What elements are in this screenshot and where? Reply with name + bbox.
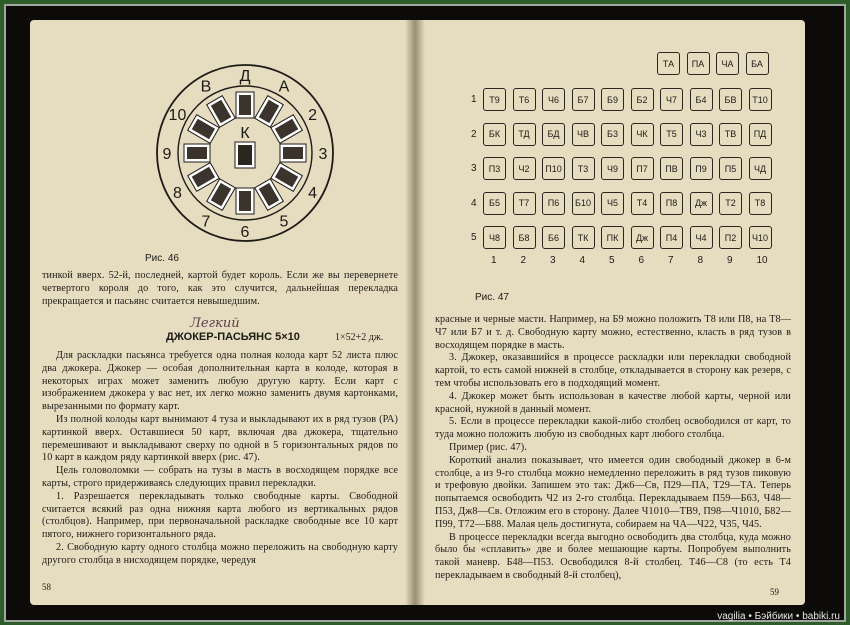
card-cell: ЧД bbox=[749, 157, 772, 180]
dial-label: 4 bbox=[308, 185, 318, 202]
dial-card bbox=[236, 188, 254, 214]
right-paragraph: красные и черные масти. Например, на Б9 можно положить Т8 или П8, на Т8—Ч7 или Б7 и т. д. Свободную карту можно, естественно, класть в ряд тузов в восходящем порядке в масть. bbox=[435, 314, 791, 351]
figure-47-caption: Рис. 47 bbox=[475, 292, 509, 303]
card-cell: Ч8 bbox=[483, 226, 506, 249]
row-label: 2 bbox=[471, 128, 477, 140]
section-deck: 1×52+2 дж. bbox=[335, 332, 384, 343]
dial-label: 8 bbox=[172, 185, 182, 202]
dial-label: В bbox=[200, 78, 212, 96]
dial-label: 6 bbox=[240, 224, 250, 241]
card-cell: Б4 bbox=[690, 88, 713, 111]
card-cell: Т6 bbox=[513, 88, 536, 111]
card-cell: Ч7 bbox=[660, 88, 683, 111]
right-paragraph: 5. Если в процессе перекладки какой-либо столбец освободился от карт, то туда можно положить любую из свободных карт любого столбца. bbox=[435, 416, 791, 441]
card-cell: Т9 bbox=[483, 88, 506, 111]
watermark: vagilia • Бэйбики • babiki.ru bbox=[717, 611, 840, 622]
figure-46-caption: Рис. 46 bbox=[145, 253, 179, 264]
card-cell: Б10 bbox=[572, 192, 595, 215]
right-paragraph: 3. Джокер, оказавшийся в процессе раскладки или перекладки свободной картой, то есть самой нижней в столбце, откладывается в сторону как резерв, с тем чтобы использовать его в подходящий момент. bbox=[435, 352, 791, 389]
card-cell: П7 bbox=[631, 157, 654, 180]
ace-cell: БА bbox=[746, 52, 769, 75]
card-cell: БД bbox=[542, 123, 565, 146]
card-cell: Ч6 bbox=[542, 88, 565, 111]
left-paragraph: 1. Разрешается перекладывать только свободные карты. Свободной считается всякий раз одна нижняя карта любого из вертикальных рядов (столбцов). Например, при первоначальной раскладке свободные все 10 карт пятого, нижнего горизонтального ряда. bbox=[42, 490, 398, 541]
card-cell: Ч4 bbox=[690, 226, 713, 249]
card-cell: П5 bbox=[719, 157, 742, 180]
column-label: 10 bbox=[756, 254, 768, 266]
card-cell: ТВ bbox=[719, 123, 742, 146]
column-label: 8 bbox=[697, 254, 704, 266]
card-cell: П4 bbox=[660, 226, 683, 249]
card-cell: ЧВ bbox=[572, 123, 595, 146]
right-paragraph: Пример (рис. 47). bbox=[449, 441, 527, 453]
right-paragraph: Короткий анализ показывает, что имеется один свободный джокер в 6-м столбце, а из 9-го столбца можно немедленно переложить в ряд тузов пиковую и трефовую двойки. Запишем это так: Дж6—Св, П29—ПА, Т29—ТА. Теперь попытаемся освободить Ч2 из 2-го столбца. Перекладываем П59—Б63, Ч48—П53, Дж8—Св. Отложим его в сторону. Далее Ч1010—ТВ9, П98—Ч1010, Б82—П99, Т72—Б88. Малая цель достигнута, собираем на ЧА—Ч22, Ч35, Ч45. bbox=[435, 454, 791, 530]
card-cell: Т8 bbox=[749, 192, 772, 215]
card-cell: БВ bbox=[719, 88, 742, 111]
column-label: 4 bbox=[579, 254, 586, 266]
card-cell: П9 bbox=[690, 157, 713, 180]
page-number-left: 58 bbox=[42, 582, 51, 592]
right-body bbox=[435, 314, 791, 583]
figure-46-dial bbox=[145, 58, 345, 248]
card-cell: ПД bbox=[749, 123, 772, 146]
card-cell: Ч2 bbox=[513, 157, 536, 180]
center-label: К bbox=[240, 125, 250, 142]
dial-label: 2 bbox=[308, 107, 318, 124]
column-label: 1 bbox=[491, 254, 497, 266]
dial-label: 7 bbox=[201, 213, 211, 231]
card-cell: ТД bbox=[513, 123, 536, 146]
page-number-right: 59 bbox=[770, 587, 779, 597]
column-label: 7 bbox=[668, 254, 674, 266]
card-cell: Ч5 bbox=[601, 192, 624, 215]
dial-label: 3 bbox=[318, 146, 328, 163]
card-cell: ПК bbox=[601, 226, 624, 249]
ace-cell: ТА bbox=[657, 52, 680, 75]
left-body bbox=[42, 350, 398, 568]
column-label: 3 bbox=[550, 254, 556, 266]
card-cell: П8 bbox=[660, 192, 683, 215]
card-cell: Т4 bbox=[631, 192, 654, 215]
right-page bbox=[415, 20, 805, 605]
row-label: 3 bbox=[471, 163, 477, 174]
ace-cell: ЧА bbox=[716, 52, 739, 75]
card-cell: Т5 bbox=[660, 123, 683, 146]
card-cell: Б8 bbox=[513, 226, 536, 249]
right-paragraph: В процессе перекладки всегда выгодно освободить два столбца, куда можно было бы «сплавить» две и более мешающие карты. Попробуем выполнить такой маневр. Б48—П53. Освободился 8-й столбец. Т46—С8 (то есть Т4 перекладываем в свободный 8-й столбец), bbox=[435, 531, 791, 581]
card-cell: Б3 bbox=[601, 123, 624, 146]
section-title: ДЖОКЕР-ПАСЬЯНС 5×10 bbox=[166, 331, 300, 343]
left-page bbox=[30, 20, 415, 605]
ace-cell: ПА bbox=[687, 52, 710, 75]
row-label: 1 bbox=[471, 94, 477, 105]
card-cell: Ч9 bbox=[601, 157, 624, 180]
dial-label: 10 bbox=[168, 107, 187, 124]
left-paragraph: Из полной колоды карт вынимают 4 туза и выкладывают их в ряд тузов (РА) картинкой вверх. Оставшиеся 50 карт, включая два джокера, тщательно перемешивают и выкладывают сверху по одной в 5 горизонтальных рядов по 10 карт в каждом ряду картинкой вверх (рис. 47). bbox=[42, 413, 398, 464]
card-cell: ПВ bbox=[660, 157, 683, 180]
right-paragraph: 4. Джокер может быть использован в качестве любой карты, черной или красной, нужной в данный момент. bbox=[435, 390, 791, 415]
left-paragraph: Цель головоломки — собрать на тузы в масть в восходящем порядке все карты, строго придерживаясь следующих правил перекладки. bbox=[42, 465, 398, 489]
dial-label: А bbox=[278, 78, 290, 96]
left-paragraph: 2. Свободную карту одного столбца можно переложить на свободную карту другого столбца в нисходящем порядке, чередуя bbox=[42, 541, 398, 566]
dial-card bbox=[280, 144, 306, 162]
card-cell: Дж bbox=[631, 226, 654, 249]
column-label: 2 bbox=[520, 254, 527, 266]
dial-card bbox=[236, 92, 254, 118]
figure-47-grid bbox=[415, 20, 805, 290]
card-cell: Б6 bbox=[542, 226, 565, 249]
left-paragraph: Для раскладки пасьянса требуется одна полная колода карт 52 листа плюс два джокера. Джокер — особая дополнительная карта в колоде, которая в некоторых играх может заменить любую другую карту. Если карт с изображением джокера у вас нет, их легко можно заменить двумя картонками, вырезанными по формату карт. bbox=[42, 350, 398, 413]
dial-label: 9 bbox=[162, 146, 172, 163]
card-cell: П10 bbox=[542, 157, 565, 180]
card-cell: П3 bbox=[483, 157, 506, 180]
handwritten-note: Легкий bbox=[190, 316, 240, 331]
card-cell: П6 bbox=[542, 192, 565, 215]
card-cell: БК bbox=[483, 123, 506, 146]
card-cell: Б9 bbox=[601, 88, 624, 111]
dial-label: 5 bbox=[279, 213, 289, 231]
card-cell: Т7 bbox=[513, 192, 536, 215]
card-cell: Т3 bbox=[572, 157, 595, 180]
card-cell: ТК bbox=[572, 226, 595, 249]
card-cell: Т2 bbox=[719, 192, 742, 215]
left-top-text: тинкой вверх. 52-й, последней, картой будет король. Если же вы перевернете четвертого короля до того, как это случится, дальнейшая перекладка прекращается и пасьянс считается невышедшим. bbox=[42, 270, 398, 307]
card-cell: ЧК bbox=[631, 123, 654, 146]
column-label: 5 bbox=[609, 254, 615, 266]
dial-card bbox=[184, 144, 210, 162]
column-label: 6 bbox=[638, 254, 645, 266]
dial-label: Д bbox=[239, 68, 251, 85]
card-cell: Б7 bbox=[572, 88, 595, 111]
card-cell: Б5 bbox=[483, 192, 506, 215]
card-cell: Дж bbox=[690, 192, 713, 215]
card-cell: Т10 bbox=[749, 88, 772, 111]
book-spine bbox=[405, 20, 425, 605]
card-cell: Б2 bbox=[631, 88, 654, 111]
row-label: 4 bbox=[471, 197, 477, 209]
card-cell: Ч3 bbox=[690, 123, 713, 146]
row-label: 5 bbox=[471, 232, 477, 243]
column-label: 9 bbox=[727, 254, 733, 266]
card-cell: П2 bbox=[719, 226, 742, 249]
card-cell: Ч10 bbox=[749, 226, 772, 249]
